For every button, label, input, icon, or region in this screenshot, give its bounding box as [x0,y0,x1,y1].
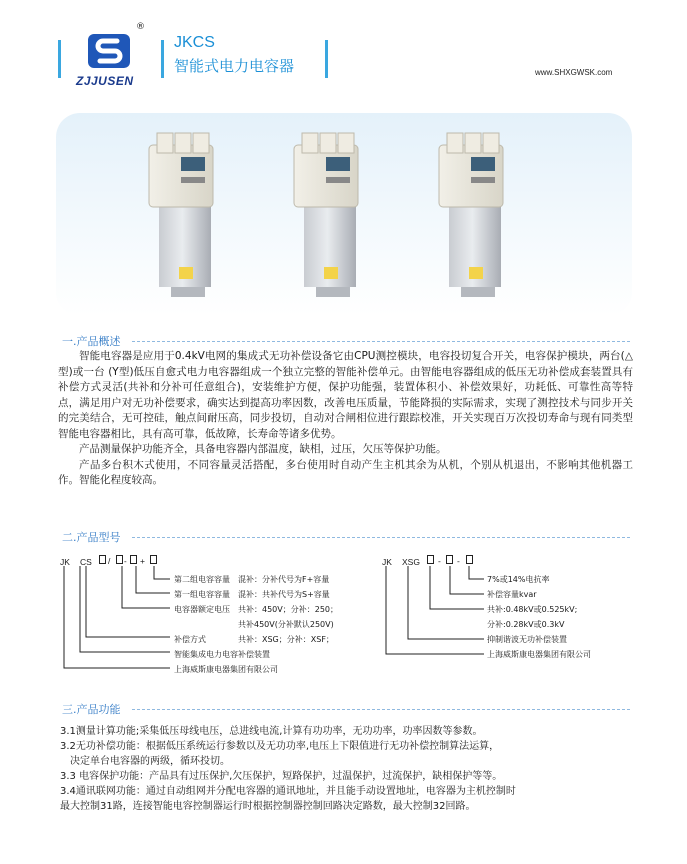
model-note: 共补：XSG；分补：XSF； [238,635,334,644]
right-code-connector-lines [380,566,490,666]
product-name: 智能式电力电容器 [174,57,295,75]
model-label: 补偿容量kvar [487,590,537,599]
model-label: 补偿方式 [174,635,206,644]
code-plus: + [140,556,145,566]
overview-paragraph: 智能电容器是应用于0.4kV电网的集成式无功补偿设备它由CPU测控模块，电容投切复合开关，电容保护模块，两台(△型)或一台 (Y型)低压自愈式电力电容器组成一个独立完整的智能补偿单元。由智能电容器组成的低压无功补偿成套装置具有补偿方式灵活(共补和分补可任意组合)，安装维护方便，保护功能强，装置体积小、补偿效果好，功耗低、可靠性高等特点，满足用户对无功补偿要求，确实达到提高功率因数，改善电压质量，节能降损的实际需求，实现了测控技术与同步开关的完美结合，无可控硅，触点间耐压高，同步投切，自动对合闸相位进行跟踪校准，开关实现百万次投切寿命与现有同类型智能电容器相比，具有高可靠，低故障，长寿命等诸多优势。 [58,350,633,440]
model-note: 混补：分补代号为F+容量 [238,575,330,584]
model-label: 第二组电容容量 [174,575,230,584]
model-code-xsg: XSG [402,557,420,567]
brand-name: ZJJUSEN [76,74,134,88]
code-box [427,555,434,564]
section-divider [132,709,630,710]
model-label: 上海威斯康电器集团有限公司 [174,665,278,674]
model-note: 共补450V(分补默认250V) [238,620,334,629]
website-url: www.SHXGWSK.com [535,68,613,77]
section-divider [132,341,630,342]
section-divider [132,537,630,538]
section-title-model: 二.产品型号 [62,531,121,544]
header-left-accent-bar [58,40,61,78]
code-box [116,555,123,564]
code-dash: - [438,556,441,566]
function-item: 3.1测量计算功能;采集低压母线电压，总进线电流,计算有功功率，无功功率，功率因数等参数。 [60,726,483,737]
code-box [466,555,473,564]
capacitor-unit-icon [294,133,358,297]
model-code-cs: CS [80,557,92,567]
overview-paragraph: 产品测量保护功能齐全，具备电容器内部温度，缺相，过压，欠压等保护功能。 [79,443,447,455]
product-model: JKCS [174,34,215,51]
registered-mark: ® [136,22,145,32]
model-code-jk: JK [60,557,70,567]
model-code-jk: JK [382,557,392,567]
functions-list [60,724,635,814]
model-label: 第一组电容容量 [174,590,230,599]
overview-paragraph: 产品多台积木式使用，不同容量灵活搭配，多台使用时自动产生主机其余为从机，个别从机退出，不影响其他机器工作。智能化程度较高。 [58,458,633,486]
section-title-functions: 三.产品功能 [62,703,121,716]
capacitor-unit-icon [439,133,503,297]
code-box [130,555,137,564]
capacitor-unit-icon [149,133,213,297]
function-item: 决定单台电容器的两级，循环投切。 [70,756,230,767]
model-label: 智能集成电力电容补偿装置 [174,650,270,659]
model-label: 共补:0.48kV或0.525kV; [487,605,578,614]
function-item: 3.3 电容保护功能：产品具有过压保护,欠压保护，短路保护，过温保护，过流保护，缺相保护等等。 [60,771,503,782]
model-label: 抑制谐波无功补偿装置 [487,635,567,644]
code-dash: - [457,556,460,566]
left-code-connector-lines [58,566,178,676]
function-item: 3.2无功补偿功能：根据低压系统运行参数以及无功功率,电压上下限值进行无功补偿控制算法运算， [60,741,500,752]
header-right-accent-bar [325,40,328,78]
overview-text [58,349,633,489]
model-label: 7%或14%电抗率 [487,575,550,584]
code-box [446,555,453,564]
product-image-group [56,113,632,316]
code-box [99,555,106,564]
function-item: 3.4通讯联网功能：通过自动组网并分配电容器的通讯地址，并且能手动设置地址，电容器为主机控制时 [60,786,516,797]
header-divider-bar [161,40,164,78]
function-item: 最大控制31路，连接智能电容控制器运行时根据控制器控制回路决定路数，最大控制32回路。 [60,801,476,812]
code-box [150,555,157,564]
model-note: 共补：450V；分补：250； [238,605,339,614]
model-label: 电容器额定电压 [174,605,230,614]
model-label: 上海威斯康电器集团有限公司 [487,650,591,659]
model-label: 分补:0.28kV或0.3kV [487,620,565,629]
section-title-overview: 一.产品概述 [62,335,121,348]
model-note: 混补：共补代号为S+容量 [238,590,330,599]
brand-logo-icon [86,32,132,70]
code-slash: / [108,556,111,566]
